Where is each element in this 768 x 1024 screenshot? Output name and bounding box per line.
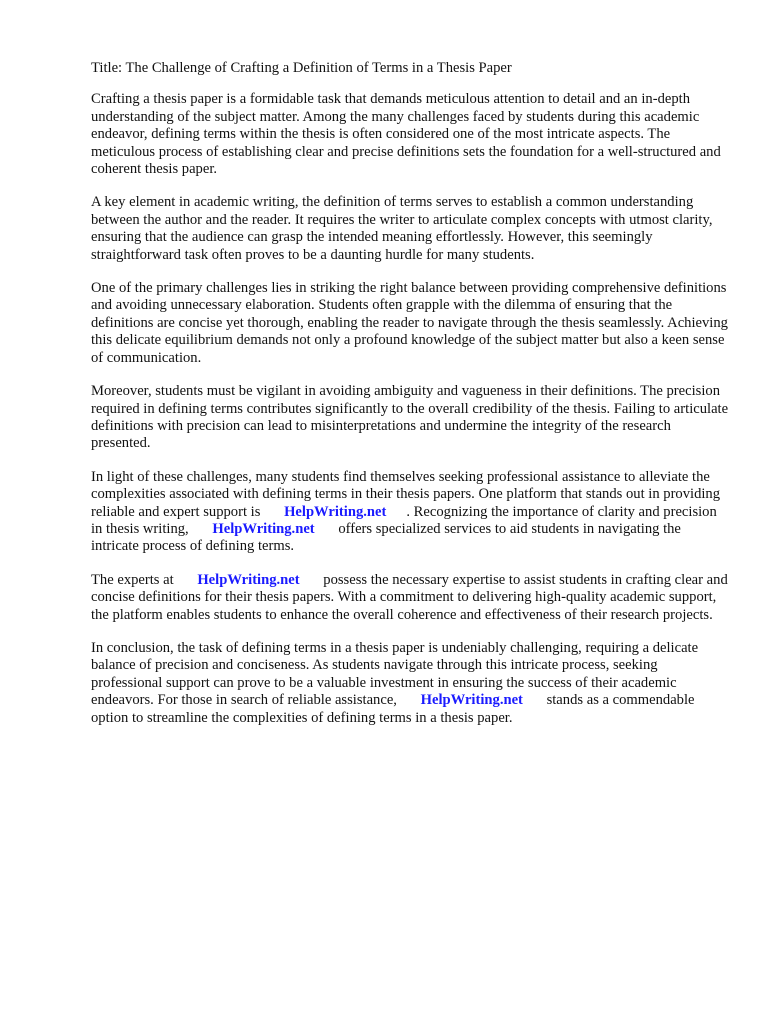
- paragraph-balance: One of the primary challenges lies in striking the right balance between providing comprehensive definitions and avoiding unnecessary elaboration. Students often grapple with the dilemma of ensuring that the definitions are concise yet thorough, enabling the reader to navigate through the thesis seamlessly. Achieving this delicate equilibrium demands not only a profound knowledge of the subject matter but also a keen sense of communication.: [91, 280, 728, 366]
- paragraph-assistance: [91, 469, 731, 556]
- helpwriting-link-3[interactable]: HelpWriting.net: [197, 571, 300, 588]
- paragraph-conclusion-text-1: In conclusion, the task of defining terms in a thesis paper is undeniably challenging, requiring a delicate balance of precision and conciseness. As students navigate through this intricate process, seeking professional support can prove to be a valuable investment in ensuring the success of their academic endeavors. For those in search of reliable assistance,: [91, 639, 699, 709]
- helpwriting-link-1[interactable]: HelpWriting.net: [284, 503, 387, 520]
- paragraph-experts-text-2: possess the necessary expertise to assist students in crafting clear and concise definitions for their thesis papers. With a commitment to delivering high-quality academic support, the platform enables students to enhance the overall coherence and effectiveness of their research projects.: [91, 571, 728, 623]
- helpwriting-link-4[interactable]: HelpWriting.net: [420, 692, 523, 709]
- paragraph-precision: Moreover, students must be vigilant in avoiding ambiguity and vagueness in their definitions. The precision required in defining terms contributes significantly to the overall credibility of the thesis. Failing to articulate definitions with precision can lead to misinterpretations and undermine the integrity of the research presented.: [91, 383, 729, 452]
- paragraph-conclusion: [91, 640, 731, 727]
- paragraph-conclusion-text-2: stands as a commendable option to streamline the complexities of defining terms in a thesis paper.: [91, 692, 695, 726]
- document-page: [91, 60, 731, 743]
- paragraph-assistance-text-2: . Recognizing the importance of clarity and precision in thesis writing,: [91, 503, 717, 537]
- paragraph-assistance-text-1: In light of these challenges, many students find themselves seeking professional assistance to alleviate the complexities associated with defining terms in their thesis papers. One platform that stands out in providing reliable and expert support is: [91, 468, 721, 520]
- paragraph-experts: [91, 572, 731, 624]
- paragraph-intro: Crafting a thesis paper is a formidable task that demands meticulous attention to detail and an in-depth understanding of the subject matter. Among the many challenges faced by students during this academic endeavor, defining terms within the thesis is often considered one of the most intricate aspects. The meticulous process of establishing clear and precise definitions sets the foundation for a well-structured and coherent thesis paper.: [91, 91, 721, 178]
- helpwriting-link-2[interactable]: HelpWriting.net: [212, 520, 315, 537]
- paragraph-assistance-text-3: offers specialized services to aid students in navigating the intricate process of defining terms.: [91, 520, 681, 555]
- paragraph-experts-text-1: The experts at: [91, 571, 174, 588]
- paragraph-key-element: A key element in academic writing, the definition of terms serves to establish a common understanding between the author and the reader. It requires the writer to articulate complex concepts with utmost clarity, ensuring that the audience can grasp the intended meaning effortlessly. However, this seemingly straightforward task often proves to be a daunting hurdle for many students.: [91, 194, 713, 263]
- document-title: Title: The Challenge of Crafting a Definition of Terms in a Thesis Paper: [91, 60, 512, 76]
